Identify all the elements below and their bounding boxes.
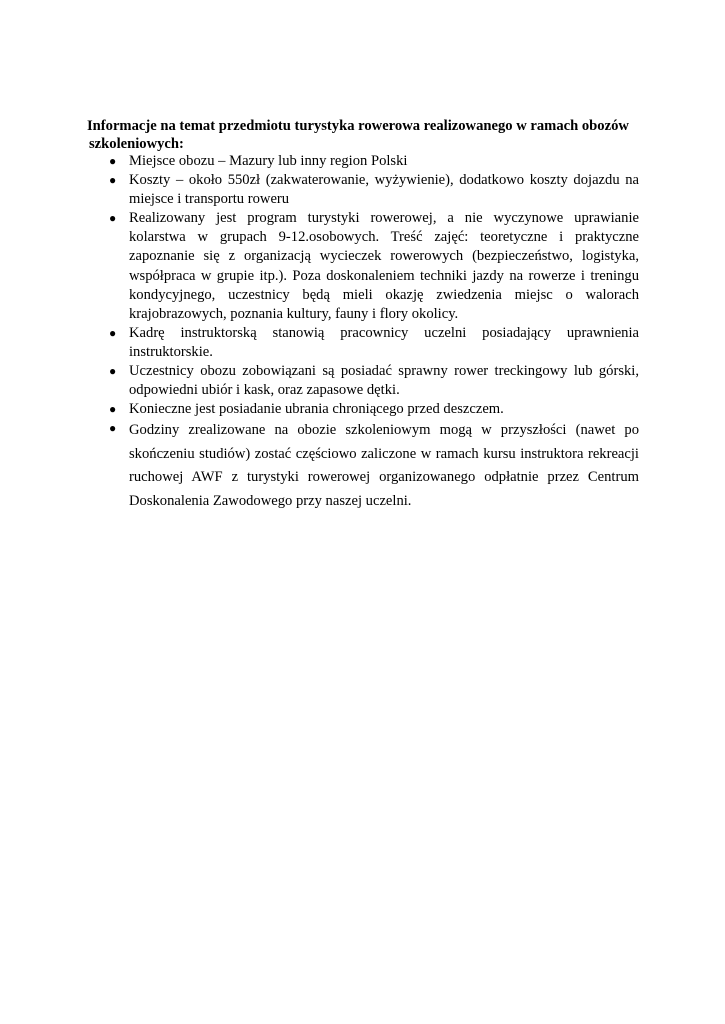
list-item bbox=[109, 171, 639, 209]
list-item bbox=[109, 152, 639, 171]
list-item-text: Miejsce obozu – Mazury lub inny region Polski bbox=[129, 153, 408, 169]
bullet-icon: ● bbox=[109, 402, 117, 417]
list-item bbox=[109, 419, 639, 513]
list-item-text: Godziny zrealizowane na obozie szkoleniowym mogą w przyszłości (nawet po skończeniu studiów) zostać częściowo zaliczone w ramach kursu instruktora rekreacji ruchowej AWF z turystyki rowerowej organizowanego odpłatnie przez Centrum Doskonalenia Zawodowego przy naszej uczelni. bbox=[129, 422, 639, 509]
list-item-text: Realizowany jest program turystyki rowerowej, a nie wyczynowe uprawianie kolarstwa w grupach 9-12.osobowych. Treść zajęć: teoretyczne i praktyczne zapoznanie się z organizacją wycieczek rowerowych (bezpieczeństwo, logistyka, współpraca w grupie itp.). Poza doskonaleniem techniki jazdy na rowerze i treningu kondycyjnego, uczestnicy będą mieli okazję zwiedzenia miejsc o walorach krajobrazowych, poznania kultury, fauny i flory okolicy. bbox=[129, 210, 639, 322]
list-item-text: Konieczne jest posiadanie ubrania chroniącego przed deszczem. bbox=[129, 401, 504, 418]
bullet-icon: ● bbox=[109, 173, 117, 188]
document-heading bbox=[87, 117, 647, 153]
bullet-icon: ● bbox=[109, 421, 117, 436]
list-item bbox=[109, 209, 639, 324]
bullet-icon: ● bbox=[109, 325, 117, 340]
list-item-text: Uczestnicy obozu zobowiązani są posiadać sprawny rower treckingowy lub górski, odpowiedni ubiór i kask, oraz zapasowe dętki. bbox=[129, 363, 639, 399]
bullet-icon: ● bbox=[109, 154, 117, 168]
bullet-icon: ● bbox=[109, 211, 117, 226]
list-item bbox=[109, 324, 639, 362]
list-item-text: Koszty – około 550zł (zakwaterowanie, wyżywienie), dodatkowo koszty dojazdu na miejsce i transportu roweru bbox=[129, 172, 639, 208]
list-item bbox=[109, 400, 639, 419]
list-item-text: Kadrę instruktorską stanowią pracownicy uczelni posiadający uprawnienia instruktorskie. bbox=[129, 324, 639, 360]
heading-line-1: Informacje na temat przedmiotu turystyka rowerowa realizowanego w ramach obozów bbox=[87, 118, 629, 134]
info-list bbox=[109, 152, 639, 513]
list-item bbox=[109, 362, 639, 400]
bullet-icon: ● bbox=[109, 364, 117, 379]
heading-line-2: szkoleniowych: bbox=[89, 136, 184, 152]
